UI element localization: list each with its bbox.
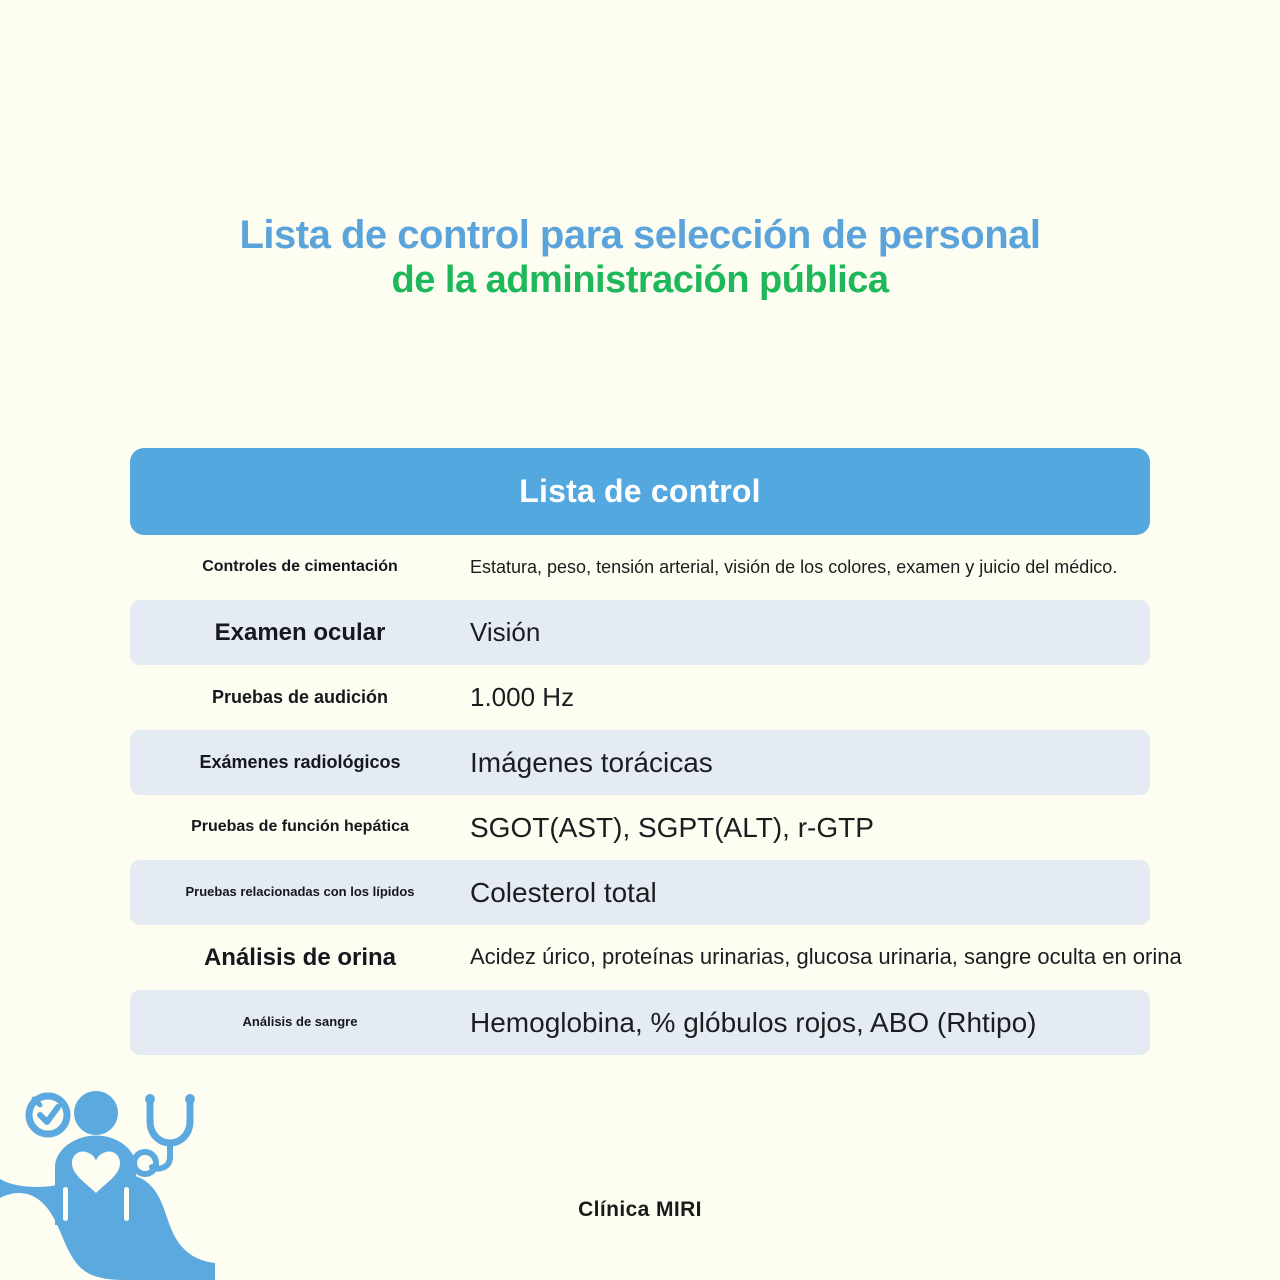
row-label: Exámenes radiológicos [199,752,401,773]
table-row [130,535,1150,600]
row-label: Análisis de sangre [242,1014,358,1030]
stethoscope-earpiece-right [185,1094,195,1104]
stethoscope-chestpiece [134,1152,156,1174]
row-value: Colesterol total [470,876,657,908]
row-label: Pruebas de audición [211,687,389,708]
table-row [130,990,1150,1055]
row-value: 1.000 Hz [470,681,575,712]
row-value: Estatura, peso, tensión arterial, visión de los colores, examen y juicio del médico. [470,556,1118,577]
person-head [74,1091,118,1135]
row-value: Acidez úrico, proteínas urinarias, glucosa urinaria, sangre oculta en orina [470,944,1182,970]
stethoscope-tube [152,1143,170,1169]
healthcare-figure-illustration [0,1075,215,1280]
row-label: Pruebas de función hepática [191,818,409,836]
table-row [130,730,1150,795]
row-label: Análisis de orina [203,943,397,971]
table-row [130,795,1150,860]
brand-logo-text: Clínica MIRI [578,1198,702,1221]
row-label: Pruebas relacionadas con los lípidos [185,884,415,900]
table-row [130,665,1150,730]
table-row [130,860,1150,925]
check-mark-icon [40,1107,58,1122]
checklist-rows [130,535,1182,1055]
checklist-table [130,448,1182,1055]
wave-shape [0,1173,215,1280]
row-label: Controles de cimentación [202,558,398,576]
stethoscope-icon [150,1101,190,1143]
page-title [0,212,1280,302]
checklist-table-header-title: Lista de control [519,473,761,509]
clock-tick [34,1099,40,1105]
row-label: Examen ocular [214,618,386,646]
table-row [130,600,1150,665]
stethoscope-earpiece-left [145,1094,155,1104]
row-value: SGOT(AST), SGPT(ALT), r-GTP [470,811,874,843]
heart-icon [72,1152,120,1193]
row-value: Imágenes torácicas [470,746,713,778]
table-row [130,925,1182,990]
row-value: Hemoglobina, % glóbulos rojos, ABO (Rhtipo) [470,1006,1037,1038]
page-title-line-1: Lista de control para selección de personal [239,213,1041,257]
checklist-table-header [130,448,1150,535]
page-title-line-2: de la administración pública [391,259,889,302]
clock-check-icon [29,1096,67,1134]
row-value: Visión [470,616,541,647]
